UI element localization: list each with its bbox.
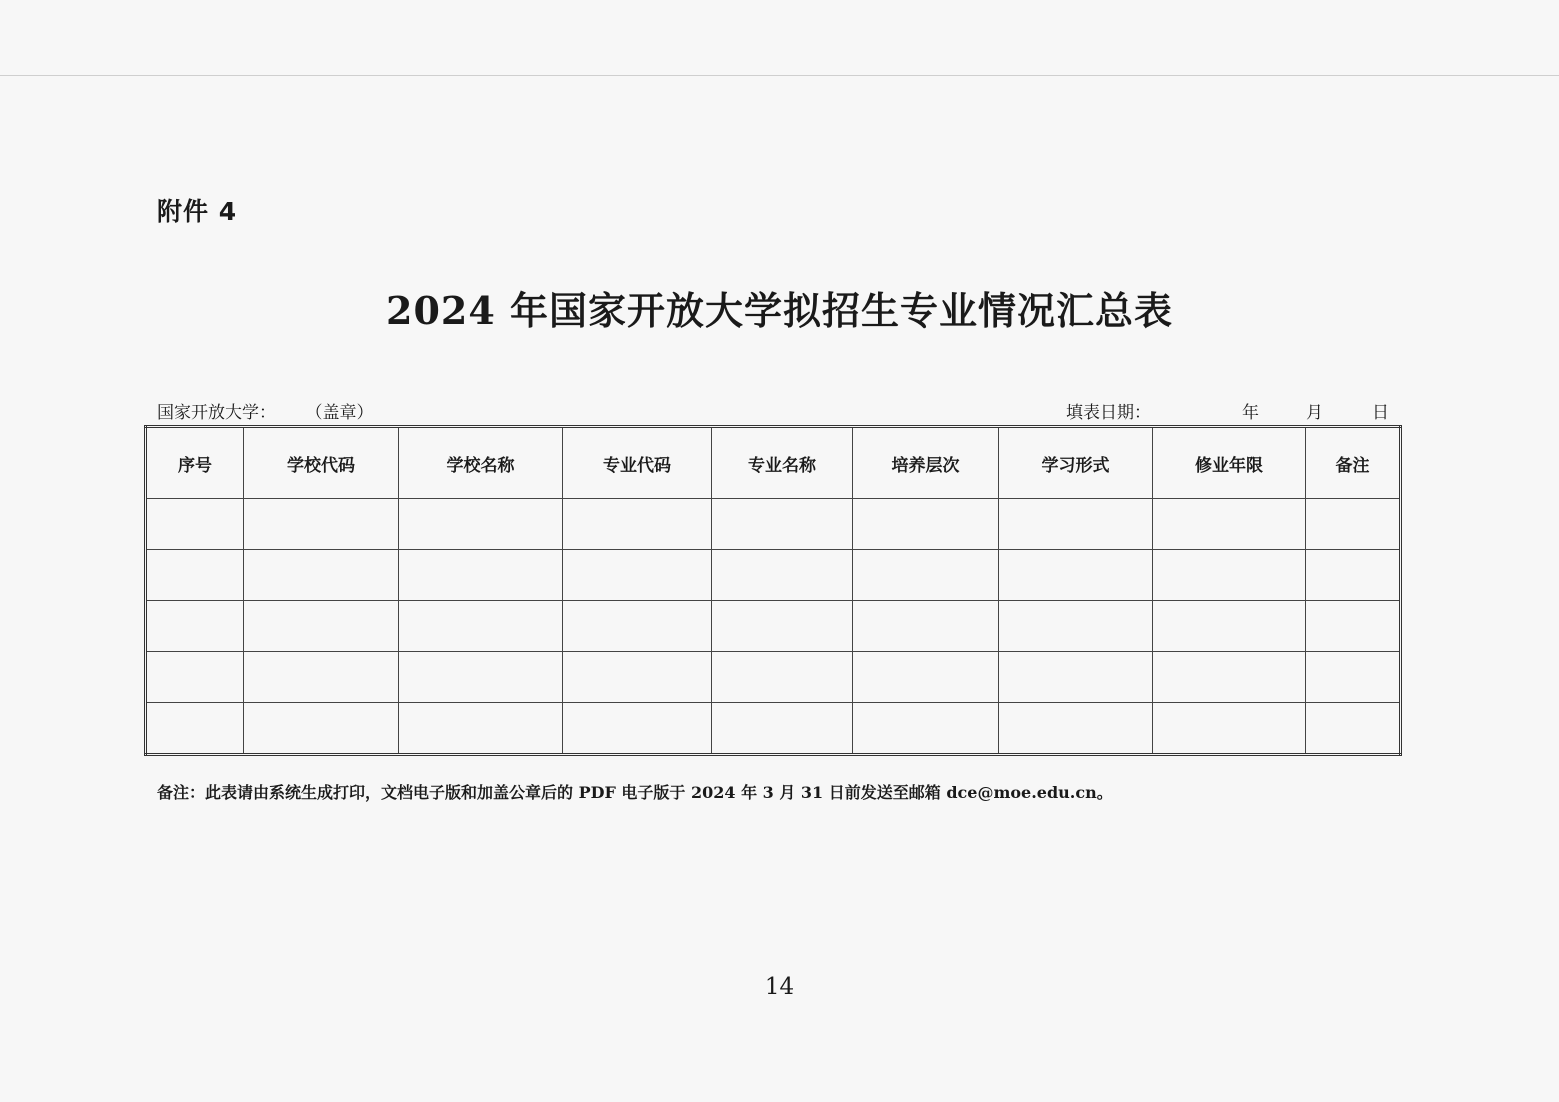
table-cell	[1306, 601, 1401, 652]
table-header-row	[146, 427, 1401, 499]
table-cell	[563, 703, 712, 755]
table-row	[146, 550, 1401, 601]
table-cell	[712, 652, 853, 703]
table-cell	[1306, 652, 1401, 703]
table-cell	[853, 652, 999, 703]
table-cell	[146, 550, 244, 601]
table-cell	[563, 652, 712, 703]
table-cell	[244, 499, 399, 550]
table-cell	[563, 550, 712, 601]
table-cell	[563, 601, 712, 652]
header-cell: 专业代码	[563, 427, 712, 499]
table-cell	[1306, 499, 1401, 550]
table-cell	[399, 499, 563, 550]
year-label: 年	[1242, 403, 1259, 423]
table-cell	[853, 550, 999, 601]
header-cell: 序号	[146, 427, 244, 499]
table-cell	[712, 550, 853, 601]
table-body	[146, 499, 1401, 755]
table-cell	[563, 499, 712, 550]
summary-table	[144, 425, 1402, 756]
table-cell	[146, 703, 244, 755]
table-cell	[399, 601, 563, 652]
table-cell	[399, 652, 563, 703]
table-cell	[712, 499, 853, 550]
table-cell	[244, 550, 399, 601]
table-cell	[853, 703, 999, 755]
table-cell	[999, 703, 1153, 755]
table-cell	[1153, 550, 1306, 601]
header-cell: 修业年限	[1153, 427, 1306, 499]
attachment-label: 附件 4	[157, 197, 238, 226]
table-cell	[244, 703, 399, 755]
table-cell	[999, 601, 1153, 652]
footnote: 备注：此表请由系统生成打印，文档电子版和加盖公章后的 PDF 电子版于 2024 年 3 月 31 日前发送至邮箱 dce@moe.edu.cn。	[157, 783, 1113, 802]
date-label: 填表日期：	[1066, 403, 1151, 423]
fill-date-field	[1066, 398, 1389, 423]
table-cell	[999, 550, 1153, 601]
table-cell	[1153, 601, 1306, 652]
header-cell: 培养层次	[853, 427, 999, 499]
table-row	[146, 703, 1401, 755]
table-cell	[146, 601, 244, 652]
table-cell	[244, 652, 399, 703]
header-cell: 学校代码	[244, 427, 399, 499]
table-row	[146, 601, 1401, 652]
table-row	[146, 499, 1401, 550]
header-cell: 学习形式	[999, 427, 1153, 499]
table-cell	[853, 601, 999, 652]
table-cell	[712, 703, 853, 755]
table-cell	[1306, 703, 1401, 755]
scan-edge-line	[0, 75, 1559, 76]
table-cell	[146, 652, 244, 703]
day-label: 日	[1372, 403, 1389, 423]
table-cell	[399, 703, 563, 755]
header-cell: 学校名称	[399, 427, 563, 499]
table-cell	[712, 601, 853, 652]
table-cell	[244, 601, 399, 652]
university-field	[157, 398, 374, 423]
page-number: 14	[764, 974, 795, 1000]
header-cell: 专业名称	[712, 427, 853, 499]
table-cell	[999, 499, 1153, 550]
table-cell	[853, 499, 999, 550]
table-row	[146, 652, 1401, 703]
table-cell	[1153, 499, 1306, 550]
document-title: 2024 年国家开放大学拟招生专业情况汇总表	[386, 288, 1173, 333]
header-cell: 备注	[1306, 427, 1401, 499]
table-cell	[1153, 703, 1306, 755]
month-label: 月	[1306, 403, 1323, 423]
table-cell	[999, 652, 1153, 703]
table-cell	[1306, 550, 1401, 601]
university-label: 国家开放大学：	[157, 403, 276, 423]
seal-label: （盖章）	[314, 403, 374, 423]
table-cell	[1153, 652, 1306, 703]
table-cell	[146, 499, 244, 550]
table-cell	[399, 550, 563, 601]
